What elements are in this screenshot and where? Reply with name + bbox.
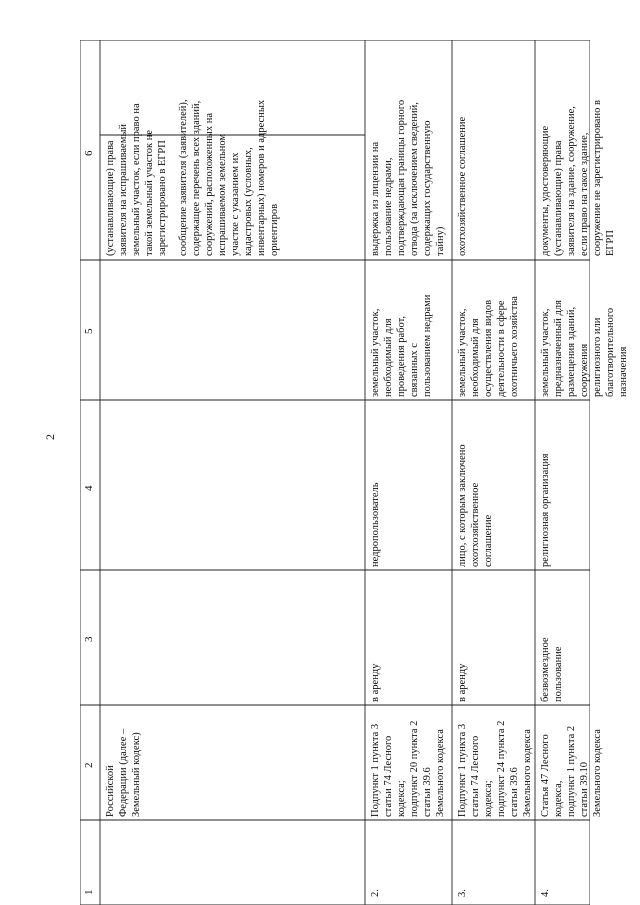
documents-cell bbox=[369, 100, 447, 256]
documents-cell-line: подтверждающая границы горного bbox=[396, 99, 407, 256]
documents-cell-line: отвода (за исключением сведений, bbox=[409, 102, 420, 256]
land-plot-cell-line: охотничьего хозяйства bbox=[509, 296, 520, 397]
legal-basis-cell-line: подпункт 1 пункта 2 bbox=[566, 725, 577, 817]
header-col-2 bbox=[83, 763, 96, 769]
legal-basis-cell-line: статьи 74 Лесного bbox=[383, 735, 394, 817]
documents-cell-line: содержащих государственную bbox=[422, 120, 433, 256]
right-type-cell-line: в аренду bbox=[370, 663, 381, 702]
legal-basis-cell-line: Земельного кодекса bbox=[522, 729, 533, 817]
documents-cell-extra-line: сооружений, расположенных на bbox=[204, 112, 215, 256]
legal-basis-cell-line: Подпункт 1 пункта 3 bbox=[457, 723, 468, 817]
land-plot-cell-line: связанных с bbox=[409, 343, 420, 397]
header-col-1 bbox=[83, 890, 96, 896]
header-col-3 bbox=[83, 637, 96, 643]
land-plot-cell-line: земельный участок, bbox=[457, 308, 468, 397]
legal-basis-cell bbox=[539, 726, 604, 817]
land-plot-cell-line: религиозного или bbox=[592, 317, 603, 397]
header-col-2-line: 2 bbox=[83, 762, 95, 768]
applicant-cell-line: охотхозяйственное bbox=[470, 482, 481, 567]
row-number-line: 4. bbox=[540, 889, 551, 897]
land-plot-cell-line: земельный участок, bbox=[370, 308, 381, 397]
land-plot-cell-line: назначения bbox=[618, 346, 629, 397]
legal-basis-cell-line: Земельного кодекса bbox=[435, 729, 446, 817]
legal-basis-cell-line: подпункт 20 пункта 2 bbox=[409, 720, 420, 817]
documents-cell-line: если право на такое здание, bbox=[579, 132, 590, 256]
page-number: 2 bbox=[43, 434, 57, 440]
documents-cell-line: зарегистрировано в ЕГРП bbox=[157, 140, 168, 256]
right-type-cell-line: пользование bbox=[553, 646, 564, 702]
land-rights-table bbox=[80, 40, 629, 905]
documents-cell-extra-line: ориентиров bbox=[269, 203, 280, 256]
land-plot-cell-line: проведения работ, bbox=[396, 315, 407, 397]
legal-basis-cell-line: Земельного кодекса bbox=[592, 729, 603, 817]
documents-cell-extra bbox=[177, 99, 281, 256]
documents-cell-line: (устанавливающие) права bbox=[553, 140, 564, 256]
row-number-line: 2. bbox=[370, 889, 381, 897]
legal-basis-cell-line: Статья 47 Лесного bbox=[540, 734, 551, 817]
legal-basis-cell bbox=[104, 729, 143, 817]
documents-cell-line: выдержка из лицензии на bbox=[370, 141, 381, 256]
documents-cell-extra-line: инвентарных) номеров и адресных bbox=[256, 99, 267, 256]
documents-cell-line: заявителя на испрашиваемый bbox=[118, 123, 129, 256]
legal-basis-cell-line: статьи 39.10 bbox=[579, 761, 590, 817]
documents-cell-line: сооружение не зарегистрировано в bbox=[592, 100, 603, 256]
header-col-1-line: 1 bbox=[83, 889, 95, 895]
documents-cell-line: такой земельный участок не bbox=[144, 129, 155, 256]
right-type-cell-line: в аренду bbox=[457, 663, 468, 702]
row-number bbox=[456, 889, 469, 897]
documents-cell-extra-line: испрашиваемом земельном bbox=[217, 133, 228, 256]
land-plot-cell-line: сооружения bbox=[579, 343, 590, 397]
legal-basis-cell-line: кодекса; bbox=[396, 780, 407, 817]
applicant-cell-line: религиозная организация bbox=[540, 453, 551, 567]
legal-basis-cell-line: Российской bbox=[105, 765, 116, 817]
land-plot-cell-line: осуществления видов bbox=[483, 299, 494, 397]
legal-basis-cell-line: Федерации (далее – bbox=[118, 728, 129, 817]
land-plot-cell bbox=[539, 300, 630, 397]
land-plot-cell-line: земельный участок, bbox=[540, 308, 551, 397]
documents-cell bbox=[104, 103, 169, 256]
row-number bbox=[369, 889, 382, 897]
documents-cell-line: заявителя на здание, сооружение, bbox=[566, 106, 577, 256]
documents-cell-line: земельный участок, если право на bbox=[131, 103, 142, 256]
legal-basis-cell-line: статьи 39.6 bbox=[509, 767, 520, 817]
documents-cell-extra-line: участке с указанием их bbox=[230, 152, 241, 256]
documents-cell bbox=[456, 117, 469, 256]
documents-cell-line: тайну) bbox=[435, 226, 446, 256]
documents-cell-extra-line: кадастровых (условных, bbox=[243, 147, 254, 256]
applicant-cell-line: соглашение bbox=[483, 514, 494, 567]
applicant-cell-line: недропользователь bbox=[370, 482, 381, 567]
header-col-6 bbox=[83, 151, 96, 157]
header-col-3-line: 3 bbox=[83, 636, 95, 642]
header-col-4 bbox=[83, 486, 96, 492]
land-plot-cell bbox=[369, 295, 434, 397]
legal-basis-cell-line: статьи 39.6 bbox=[422, 767, 433, 817]
applicant-cell-line: лицо, с которым заключено bbox=[457, 444, 468, 567]
legal-basis-cell bbox=[456, 721, 534, 817]
right-type-cell-line: безвозмездное bbox=[540, 637, 551, 702]
documents-cell-line: ЕГРП bbox=[605, 230, 616, 256]
row-number bbox=[539, 889, 552, 897]
header-col-6-line: 6 bbox=[83, 150, 95, 156]
land-plot-cell-line: пользованием недрами bbox=[422, 294, 433, 397]
land-plot-cell-line: деятельности в сфере bbox=[496, 300, 507, 397]
documents-cell bbox=[539, 100, 617, 256]
documents-cell-extra-line: сообщение заявителя (заявителей), bbox=[178, 99, 189, 256]
legal-basis-cell-line: Земельный кодекс) bbox=[131, 732, 142, 817]
legal-basis-cell-line: кодекса; bbox=[483, 780, 494, 817]
right-type-cell bbox=[539, 637, 565, 702]
documents-cell-line: документы, удостоверяющие bbox=[540, 125, 551, 256]
header-col-5-line: 5 bbox=[83, 328, 95, 334]
legal-basis-cell-line: Подпункт 1 пункта 3 bbox=[370, 723, 381, 817]
land-plot-cell bbox=[456, 296, 521, 397]
land-plot-cell-line: размещения зданий, bbox=[566, 306, 577, 397]
documents-cell-line: охотхозяйственное соглашение bbox=[457, 116, 468, 256]
land-plot-cell-line: благотворительного bbox=[605, 307, 616, 397]
land-plot-cell-line: необходимый для bbox=[470, 318, 481, 397]
land-plot-cell-line: необходимый для bbox=[383, 318, 394, 397]
header-col-5 bbox=[83, 329, 96, 335]
applicant-cell bbox=[539, 454, 552, 567]
documents-cell-line: пользование недрами, bbox=[383, 157, 394, 256]
right-type-cell bbox=[456, 664, 469, 702]
legal-basis-cell-line: статьи 74 Лесного bbox=[470, 735, 481, 817]
documents-cell-extra-line: содержащее перечень всех зданий, bbox=[191, 100, 202, 256]
legal-basis-cell bbox=[369, 721, 447, 817]
right-type-cell bbox=[369, 664, 382, 702]
land-plot-cell-line: предназначенный для bbox=[553, 300, 564, 397]
applicant-cell bbox=[456, 444, 495, 567]
documents-cell-line: (устанавливающие) права bbox=[105, 140, 116, 256]
legal-basis-cell-line: подпункт 24 пункта 2 bbox=[496, 720, 507, 817]
legal-basis-cell-line: кодекса, bbox=[553, 780, 564, 817]
row-number-line: 3. bbox=[457, 889, 468, 897]
applicant-cell bbox=[369, 482, 382, 567]
header-col-4-line: 4 bbox=[83, 485, 95, 491]
